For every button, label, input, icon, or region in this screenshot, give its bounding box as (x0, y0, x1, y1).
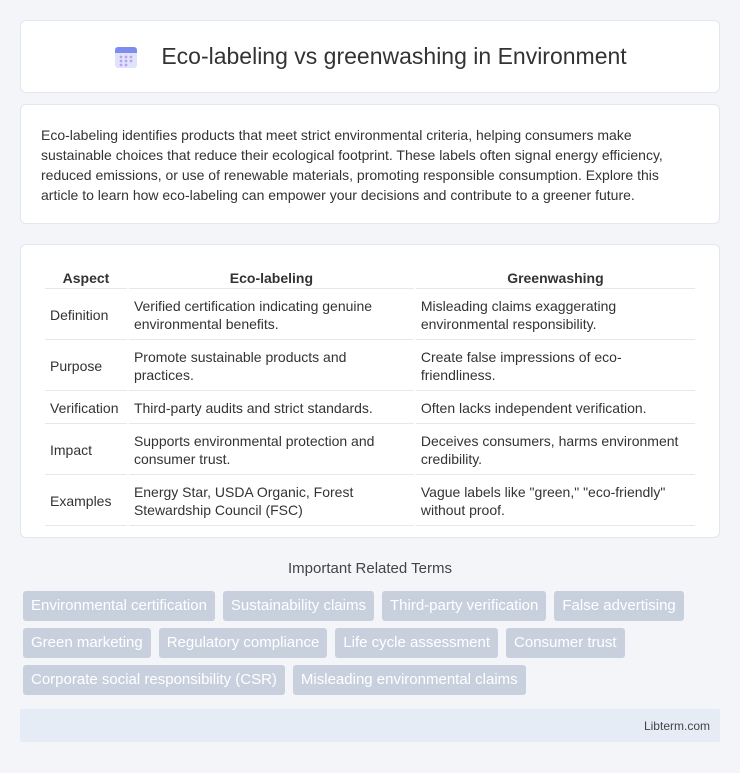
row-greenwashing: Often lacks independent verification. (416, 393, 695, 424)
row-greenwashing: Deceives consumers, harms environment credibility. (416, 426, 695, 475)
related-terms-list (23, 591, 723, 695)
table-row (45, 291, 695, 340)
related-term-tag[interactable]: Green marketing (23, 628, 151, 658)
row-greenwashing: Vague labels like "green," "eco-friendly" without proof. (416, 477, 695, 526)
related-term-tag[interactable]: Sustainability claims (223, 591, 374, 621)
footer (20, 709, 720, 742)
intro-card (20, 104, 720, 224)
footer-site-link[interactable]: Libterm.com (643, 718, 710, 733)
row-eco-labeling: Promote sustainable products and practices. (129, 342, 414, 391)
title-wrap (113, 43, 626, 70)
row-aspect: Verification (45, 393, 127, 424)
row-eco-labeling: Third-party audits and strict standards. (129, 393, 414, 424)
row-eco-labeling: Supports environmental protection and consumer trust. (129, 426, 414, 475)
related-term-tag[interactable]: Corporate social responsibility (CSR) (23, 665, 285, 695)
related-term-tag[interactable]: Life cycle assessment (335, 628, 498, 658)
header-greenwashing: Greenwashing (416, 267, 695, 289)
row-aspect: Purpose (45, 342, 127, 391)
related-term-tag[interactable]: Regulatory compliance (159, 628, 328, 658)
intro-text: Eco-labeling identifies products that meet strict environmental criteria, helping consumers make sustainable choices that reduce their ecological footprint. These labels often signal energy efficiency, reduced emissions, or use of renewable materials, promoting responsible consumption. Explore this article to learn how eco-labeling can empower your decisions and contribute to a greener future. (41, 127, 663, 203)
table-row (45, 393, 695, 424)
row-aspect: Examples (45, 477, 127, 526)
table-row (45, 477, 695, 526)
row-eco-labeling: Verified certification indicating genuine environmental benefits. (129, 291, 414, 340)
row-greenwashing: Misleading claims exaggerating environmental responsibility. (416, 291, 695, 340)
related-term-tag[interactable]: Consumer trust (506, 628, 625, 658)
comparison-table (43, 265, 697, 528)
related-term-tag[interactable]: Misleading environmental claims (293, 665, 526, 695)
page-title: Eco-labeling vs greenwashing in Environment (161, 43, 627, 69)
related-term-tag[interactable]: Environmental certification (23, 591, 215, 621)
table-row (45, 342, 695, 391)
comparison-table-card (20, 244, 720, 538)
related-terms-title: Important Related Terms (288, 560, 452, 577)
related-term-tag[interactable]: Third-party verification (382, 591, 546, 621)
row-aspect: Impact (45, 426, 127, 475)
title-card (20, 20, 720, 93)
table-header-row (45, 267, 695, 289)
row-eco-labeling: Energy Star, USDA Organic, Forest Stewardship Council (FSC) (129, 477, 414, 526)
row-greenwashing: Create false impressions of eco-friendliness. (416, 342, 695, 391)
table-row (45, 426, 695, 475)
calendar-icon (113, 44, 139, 70)
related-term-tag[interactable]: False advertising (554, 591, 683, 621)
row-aspect: Definition (45, 291, 127, 340)
header-eco-labeling: Eco-labeling (129, 267, 414, 289)
header-aspect: Aspect (45, 267, 127, 289)
